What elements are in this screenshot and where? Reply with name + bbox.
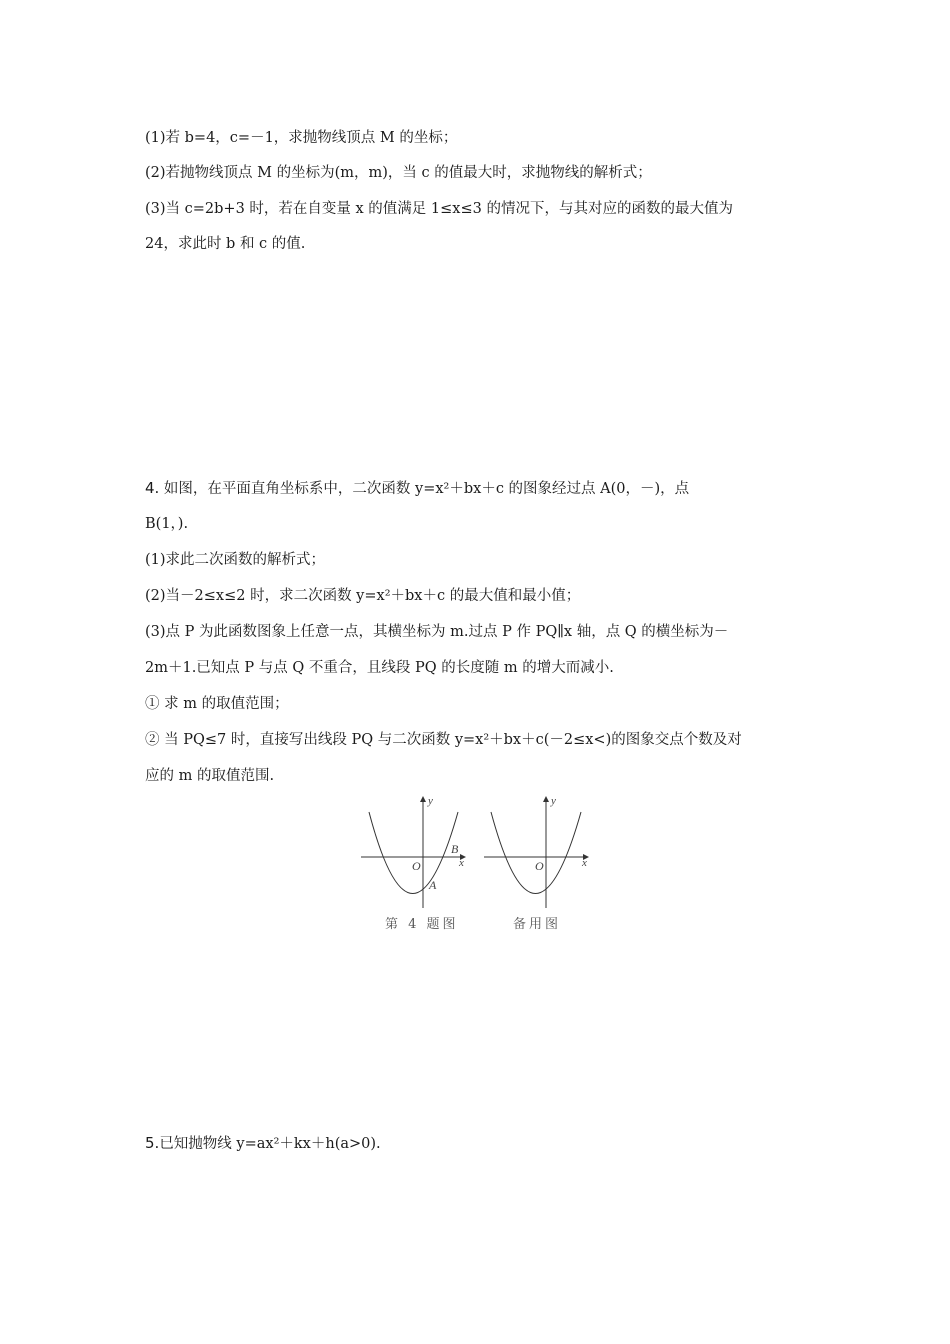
y-axis-label: y [428,795,433,807]
y-axis-label: y [551,795,556,807]
q3-part-3-cont: 24，求此时 b 和 c 的值. [145,236,306,252]
q4-part-1: (1)求此二次函数的解析式； [145,552,326,568]
question-number: 5. [145,1134,160,1152]
figure-caption: 第 4 题图 [385,917,459,932]
origin-label: O [412,859,421,873]
question-number: 4. [145,479,160,497]
q4-sub-2: ② 当 PQ≤7 时，直接写出线段 PQ 与二次函数 y=x²＋bx＋c(－2≤x<)的图象交点个数及对 [145,732,742,748]
q4-figures [355,790,605,940]
q4-part-3-cont: 2m＋1.已知点 P 与点 Q 不重合，且线段 PQ 的长度随 m 的增大而减小. [145,660,614,676]
q4-part-2: (2)当－2≤x≤2 时，求二次函数 y=x²＋bx＋c 的最大值和最小值； [145,588,581,604]
x-axis-label: x [459,857,464,869]
figure-caption-spare: 备用图 [513,917,562,932]
q5-stem: 已知抛物线 y=ax²＋kx＋h(a>0). [159,1136,381,1152]
question-5 [145,1133,381,1154]
q4-sub-1: ① 求 m 的取值范围； [145,696,289,712]
point-b-label: B [451,842,459,856]
q4-line-1 [145,478,689,499]
q4-part-3: (3)点 P 为此函数图象上任意一点，其横坐标为 m.过点 P 作 PQ∥x 轴，点 Q 的横坐标为－ [145,624,729,640]
x-axis-label: x [582,857,587,869]
q3-part-1: (1)若 b=4，c=－1，求抛物线顶点 M 的坐标； [145,130,458,146]
q4-stem: 如图，在平面直角坐标系中，二次函数 y=x²＋bx＋c 的图象经过点 A(0，－)，点 [159,481,690,497]
q3-part-2: (2)若抛物线顶点 M 的坐标为(m，m)，当 c 的值最大时，求抛物线的解析式； [145,165,652,181]
q3-part-3: (3)当 c=2b+3 时，若在自变量 x 的值满足 1≤x≤3 的情况下，与其对应的函数的最大值为 [145,201,733,217]
q4-sub-2-cont: 应的 m 的取值范围. [145,768,275,784]
point-a-label: A [429,878,437,892]
q4-line-2: B(1，). [145,516,189,532]
origin-label: O [535,859,544,873]
